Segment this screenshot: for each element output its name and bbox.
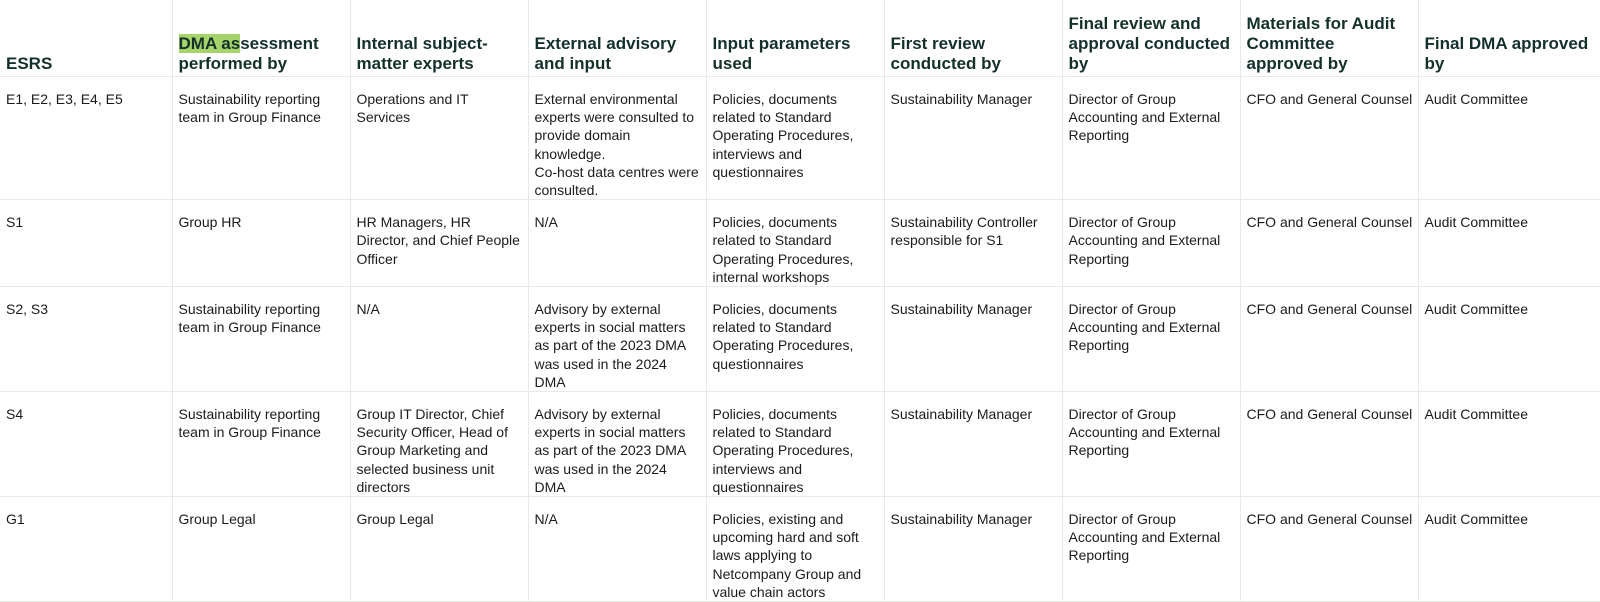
cell-internal-experts: Group Legal [350, 497, 528, 602]
cell-external-advisory [528, 287, 706, 392]
column-header-final-review: Final review and approval conducted by [1062, 0, 1240, 77]
cell-input-parameters: Policies, documents related to Standard Operating Procedures, questionnaires [706, 287, 884, 392]
cell-final-review: Director of Group Accounting and External Reporting [1062, 392, 1240, 497]
cell-final-review: Director of Group Accounting and External Reporting [1062, 287, 1240, 392]
cell-internal-experts: HR Managers, HR Director, and Chief People Officer [350, 200, 528, 287]
cell-first-review: Sustainability Controller responsible for S1 [884, 200, 1062, 287]
header-row [0, 0, 1600, 77]
cell-external-advisory [528, 77, 706, 200]
cell-performed-by: Group Legal [172, 497, 350, 602]
cell-performed-by: Sustainability reporting team in Group Finance [172, 77, 350, 200]
cell-input-parameters: Policies, documents related to Standard Operating Procedures, internal workshops [706, 200, 884, 287]
column-header-performed-by [172, 0, 350, 77]
cell-materials-approved: CFO and General Counsel [1240, 77, 1418, 200]
table-row [0, 497, 1600, 602]
cell-internal-experts: Group IT Director, Chief Security Officer, Head of Group Marketing and selected business unit directors [350, 392, 528, 497]
cell-internal-experts: Operations and IT Services [350, 77, 528, 200]
cell-final-dma-approved: Audit Committee [1418, 200, 1600, 287]
cell-external-advisory [528, 200, 706, 287]
column-header-esrs: ESRS [0, 0, 172, 77]
cell-esrs: S2, S3 [0, 287, 172, 392]
table-row [0, 392, 1600, 497]
cell-input-parameters: Policies, documents related to Standard Operating Procedures, interviews and questionnaires [706, 77, 884, 200]
column-header-internal-experts: Internal subject-matter experts [350, 0, 528, 77]
cell-first-review: Sustainability Manager [884, 392, 1062, 497]
cell-final-dma-approved: Audit Committee [1418, 287, 1600, 392]
cell-first-review: Sustainability Manager [884, 497, 1062, 602]
column-header-external-advisory: External advisory and input [528, 0, 706, 77]
cell-first-review: Sustainability Manager [884, 77, 1062, 200]
cell-esrs: S1 [0, 200, 172, 287]
cell-materials-approved: CFO and General Counsel [1240, 497, 1418, 602]
cell-materials-approved: CFO and General Counsel [1240, 200, 1418, 287]
cell-esrs: G1 [0, 497, 172, 602]
cell-esrs: E1, E2, E3, E4, E5 [0, 77, 172, 200]
cell-materials-approved: CFO and General Counsel [1240, 287, 1418, 392]
table-row [0, 77, 1600, 200]
cell-final-review: Director of Group Accounting and External Reporting [1062, 497, 1240, 602]
cell-external-advisory-text: N/A [534, 511, 558, 528]
column-header-input-parameters: Input parameters used [706, 0, 884, 77]
column-header-first-review: First review conducted by [884, 0, 1062, 77]
cell-final-dma-approved: Audit Committee [1418, 77, 1600, 200]
cell-external-advisory-text: Advisory by external experts in social matters as part of the 2023 DMA was used in the 2024 DMA [534, 406, 686, 495]
cell-external-advisory [528, 497, 706, 602]
cell-final-review: Director of Group Accounting and External Reporting [1062, 77, 1240, 200]
cell-first-review: Sustainability Manager [884, 287, 1062, 392]
cell-external-advisory-text: External environmental experts were consulted to provide domain knowledge. Co-host data centres were consulted. [534, 91, 699, 199]
cell-esrs: S4 [0, 392, 172, 497]
cell-final-dma-approved: Audit Committee [1418, 497, 1600, 602]
cell-final-review: Director of Group Accounting and External Reporting [1062, 200, 1240, 287]
table-row [0, 200, 1600, 287]
table-body [0, 77, 1600, 602]
cell-input-parameters: Policies, documents related to Standard Operating Procedures, interviews and questionnaires [706, 392, 884, 497]
column-header-materials-approved: Materials for Audit Committee approved by [1240, 0, 1418, 77]
table-header [0, 0, 1600, 77]
table-row [0, 287, 1600, 392]
cell-performed-by: Sustainability reporting team in Group Finance [172, 287, 350, 392]
cell-performed-by: Sustainability reporting team in Group Finance [172, 392, 350, 497]
cell-final-dma-approved: Audit Committee [1418, 392, 1600, 497]
cell-performed-by: Group HR [172, 200, 350, 287]
cell-internal-experts: N/A [350, 287, 528, 392]
cell-materials-approved: CFO and General Counsel [1240, 392, 1418, 497]
cell-external-advisory-text: N/A [534, 214, 558, 231]
search-highlight: DMA as [178, 34, 241, 53]
cell-external-advisory [528, 392, 706, 497]
cell-input-parameters: Policies, existing and upcoming hard and soft laws applying to Netcompany Group and value chain actors [706, 497, 884, 602]
column-header-final-dma-approved: Final DMA approved by [1418, 0, 1600, 77]
cell-external-advisory-text: Advisory by external experts in social matters as part of the 2023 DMA was used in the 2024 DMA [534, 301, 686, 390]
column-header-performed-by-rest: sessment performed by [178, 34, 319, 73]
